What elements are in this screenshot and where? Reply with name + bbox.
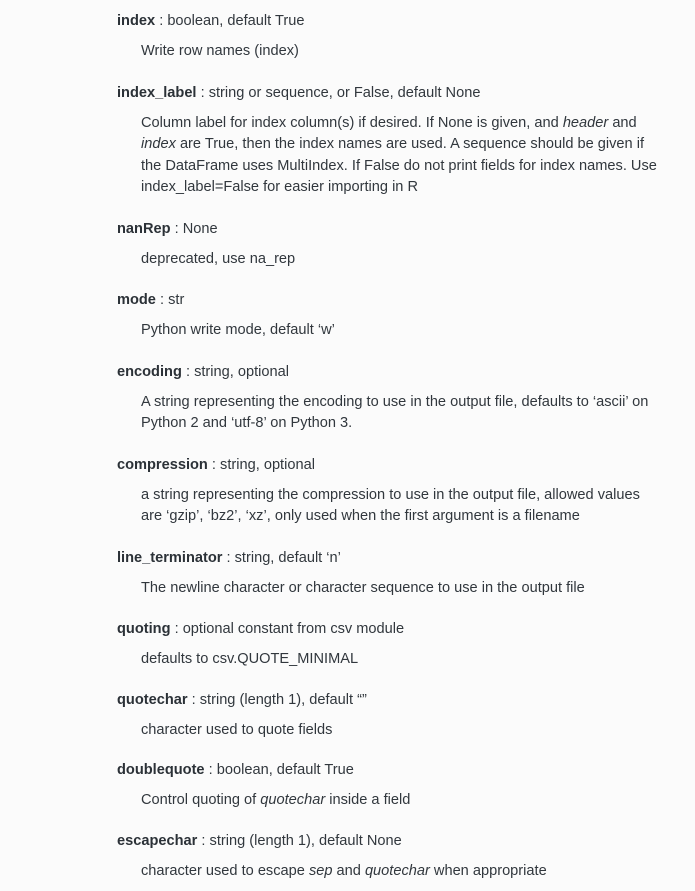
param-description-compression: a string representing the compression to use in the output file, allowed values are ‘gzip’, ‘bz2’, ‘xz’, only used when the first argument is a filename	[141, 486, 640, 524]
param-description-index: Write row names (index)	[141, 43, 299, 59]
param-description-doublequote	[141, 790, 659, 812]
description-text: inside a field	[325, 792, 411, 808]
emphasis-text: index	[141, 136, 176, 152]
param-entry-mode	[117, 289, 660, 342]
param-type-compression: string, optional	[220, 456, 315, 473]
param-type-nanRep: None	[182, 220, 218, 237]
param-entry-doublequote	[117, 759, 660, 812]
description-text: character used to escape	[141, 862, 309, 879]
param-separator: :	[159, 13, 164, 29]
param-description-encoding: A string representing the encoding to use in the output file, defaults to ‘ascii’ on Python 2 and ‘utf-8’ on Python 3.	[141, 393, 649, 431]
param-separator: :	[226, 549, 231, 566]
param-term-compression	[117, 454, 660, 476]
param-name-nanRep: nanRep	[117, 220, 171, 237]
param-name-index_label: index_label	[117, 84, 197, 101]
param-term-mode	[117, 289, 660, 311]
param-separator: :	[200, 84, 205, 101]
description-text: and	[332, 862, 365, 879]
param-separator: :	[208, 762, 213, 778]
description-text: when appropriate	[429, 862, 547, 879]
param-name-line_terminator: line_terminator	[117, 549, 223, 566]
param-entry-index_label	[117, 82, 660, 199]
param-description-mode: Python write mode, default ‘w’	[141, 322, 335, 338]
description-text: are True, then the index names are used. A sequence should be given if the DataFrame uses MultiIndex. If False do not print fields for index names. Use index_label=False for easier importing in R	[141, 136, 657, 195]
param-type-line_terminator: string, default ‘n’	[234, 549, 341, 566]
param-separator: :	[201, 832, 206, 849]
param-term-doublequote	[117, 759, 660, 781]
param-entry-encoding	[117, 361, 660, 435]
emphasis-text: quotechar	[260, 792, 326, 808]
param-name-mode: mode	[117, 292, 156, 308]
param-type-escapechar: string (length 1), default None	[209, 832, 402, 849]
param-type-encoding: string, optional	[194, 363, 289, 380]
emphasis-text: quotechar	[364, 862, 430, 879]
param-separator: :	[185, 363, 190, 380]
param-separator: :	[159, 292, 165, 308]
param-term-index_label	[117, 82, 660, 104]
param-description-index_label	[141, 113, 659, 199]
param-separator: :	[211, 456, 216, 473]
description-text: Control quoting of	[141, 792, 261, 808]
param-entry-line_terminator	[117, 547, 660, 600]
param-type-doublequote: boolean, default True	[216, 762, 354, 778]
param-name-doublequote: doublequote	[117, 762, 205, 778]
emphasis-text: sep	[308, 862, 333, 879]
param-description-escapechar	[141, 861, 659, 883]
param-type-mode: str	[168, 292, 185, 308]
param-description-quoting: defaults to csv.QUOTE_MINIMAL	[141, 651, 359, 667]
param-name-encoding: encoding	[117, 363, 182, 380]
description-text: and	[608, 114, 637, 131]
param-term-escapechar	[117, 830, 660, 852]
param-term-encoding	[117, 361, 660, 383]
param-term-line_terminator	[117, 547, 660, 569]
param-separator: :	[174, 621, 179, 637]
param-description-line_terminator: The newline character or character sequence to use in the output file	[141, 579, 585, 596]
param-name-index: index	[117, 13, 156, 29]
param-description-nanRep: deprecated, use na_rep	[141, 250, 296, 267]
param-entry-quoting	[117, 618, 660, 671]
param-entry-nanRep	[117, 218, 660, 271]
param-name-compression: compression	[117, 456, 208, 473]
description-text: Column label for index column(s) if desired. If None is given, and	[141, 114, 563, 131]
param-entry-compression	[117, 454, 660, 528]
param-name-quotechar: quotechar	[117, 691, 188, 708]
param-name-escapechar: escapechar	[117, 832, 198, 849]
param-type-quoting: optional constant from csv module	[182, 621, 405, 637]
param-name-quoting: quoting	[117, 621, 171, 637]
param-separator: :	[191, 691, 196, 708]
param-term-quotechar	[117, 689, 660, 711]
param-term-nanRep	[117, 218, 660, 240]
param-term-quoting	[117, 618, 660, 640]
param-type-quotechar: string (length 1), default “”	[199, 691, 367, 708]
param-term-index	[117, 10, 660, 32]
param-description-quotechar: character used to quote fields	[141, 721, 333, 738]
param-entry-quotechar	[117, 689, 660, 742]
param-type-index: boolean, default True	[167, 13, 305, 29]
emphasis-text: header	[562, 114, 609, 131]
param-type-index_label: string or sequence, or False, default None	[208, 84, 481, 101]
param-entry-index	[117, 10, 660, 63]
param-separator: :	[174, 220, 179, 237]
param-entry-escapechar	[117, 830, 660, 883]
